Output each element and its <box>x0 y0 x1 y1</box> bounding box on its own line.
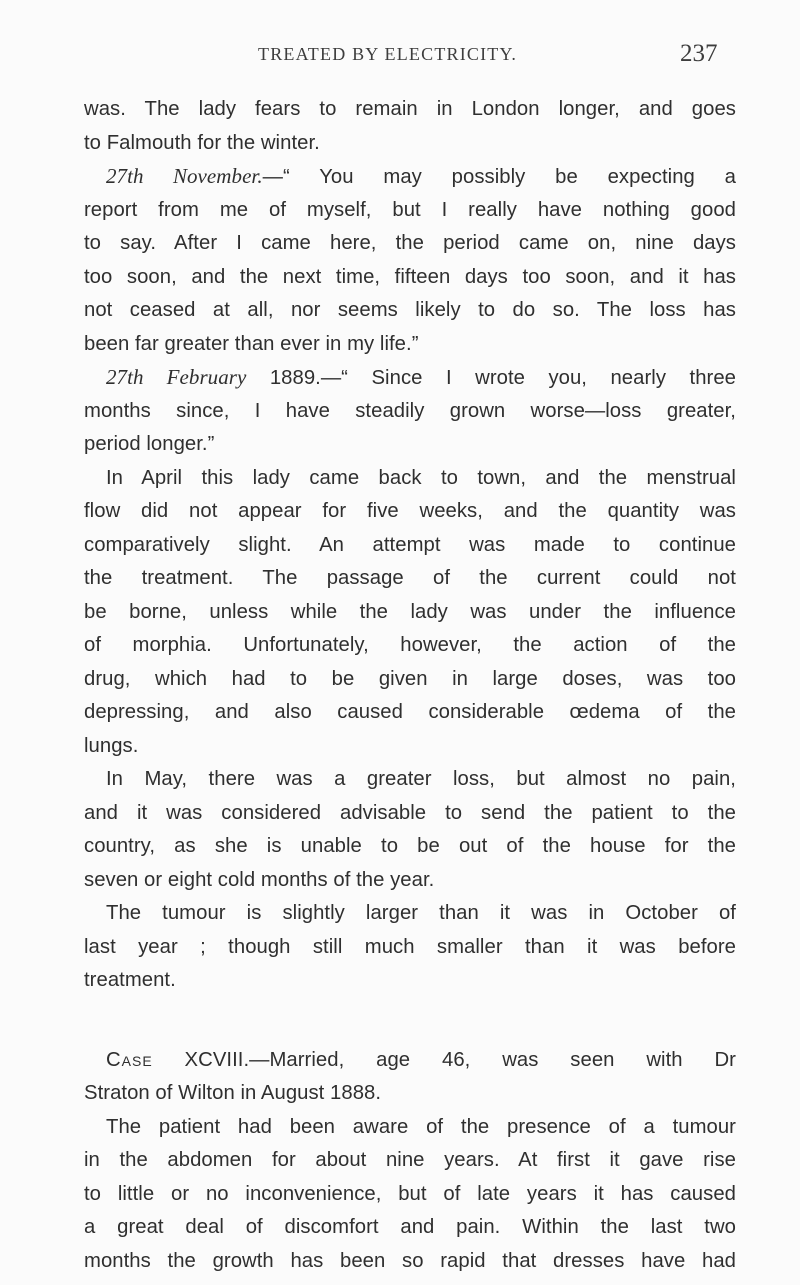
running-header <box>0 40 800 78</box>
text-line: last year ; though still much smaller than it was before <box>84 935 736 958</box>
text-line: was. The lady fears to remain in London longer, and goes <box>84 98 736 120</box>
text-line: seven or eight cold months of the year. <box>84 868 435 891</box>
text-line: lungs. <box>84 734 139 757</box>
text-line: country, as she is unable to be out of the house for the <box>84 835 736 857</box>
text-line: In May, there was a greater loss, but almost no pain, <box>106 768 736 790</box>
text-line: months the growth has been so rapid that dresses have had <box>84 1249 736 1272</box>
line-text: XCVIII.—Married, age 46, was seen with Dr <box>152 1048 736 1071</box>
date-italic: 27th November. <box>106 164 263 188</box>
page-number: 237 <box>680 40 718 67</box>
text-line <box>84 160 736 194</box>
text-line <box>84 361 736 395</box>
text-line: too soon, and the next time, fifteen days too soon, and it has <box>84 265 736 288</box>
text-line: In April this lady came back to town, and the menstrual <box>106 466 736 489</box>
text-line: and it was considered advisable to send the patient to the <box>84 801 736 824</box>
text-line: the treatment. The passage of the current could not <box>84 567 736 589</box>
case-heading: Case <box>106 1048 153 1071</box>
text-line: not ceased at all, nor seems likely to do so. The loss has <box>84 299 736 321</box>
text-line: to Falmouth for the winter. <box>84 131 320 154</box>
text-line: to little or no inconvenience, but of late years it has caused <box>84 1182 736 1205</box>
text-line: depressing, and also caused considerable œdema of the <box>84 701 736 723</box>
text-line: be borne, unless while the lady was under the influence <box>84 600 736 623</box>
text-line: a great deal of discomfort and pain. Within the last two <box>84 1216 736 1238</box>
line-text: 1889.—“ Since I wrote you, nearly three <box>246 367 736 389</box>
running-title: TREATED BY ELECTRICITY. <box>258 44 518 64</box>
text-line: flow did not appear for five weeks, and the quantity was <box>84 500 736 522</box>
text-line: to say. After I came here, the period came on, nine days <box>84 232 736 254</box>
text-line: Straton of Wilton in August 1888. <box>84 1082 382 1104</box>
text-line: report from me of myself, but I really have nothing good <box>84 198 736 221</box>
body-text <box>84 93 736 1278</box>
text-line: treatment. <box>84 969 176 991</box>
text-line: in the abdomen for about nine years. At first it gave rise <box>84 1149 736 1171</box>
line-text: —“ You may possibly be expecting a <box>262 166 736 188</box>
text-line: drug, which had to be given in large doses, was too <box>84 667 736 690</box>
text-line: comparatively slight. An attempt was made to continue <box>84 533 736 556</box>
text-line: The tumour is slightly larger than it was in October of <box>106 902 736 924</box>
text-line <box>84 1044 736 1078</box>
text-line: The patient had been aware of the presence of a tumour <box>106 1115 736 1138</box>
text-line: period longer.” <box>84 433 215 455</box>
text-line: been far greater than ever in my life.” <box>84 332 419 355</box>
date-italic: 27th February <box>106 365 247 389</box>
text-line: of morphia. Unfortunately, however, the action of the <box>84 634 736 656</box>
section-gap <box>84 998 736 1044</box>
text-line: months since, I have steadily grown worse—loss greater, <box>84 399 736 422</box>
